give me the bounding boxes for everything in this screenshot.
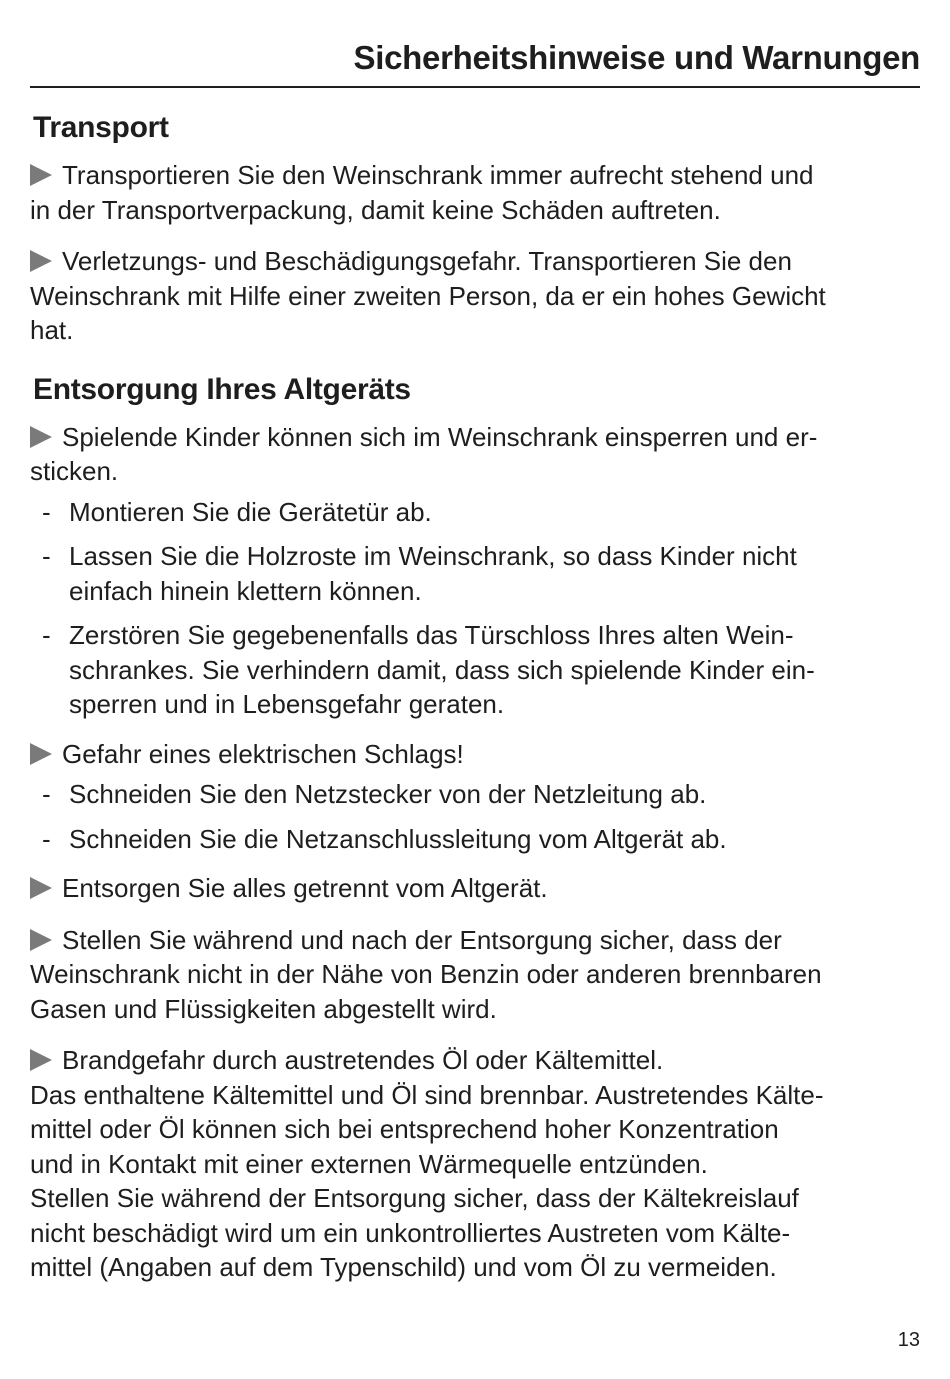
list-item: - Zerstören Sie gegebenenfalls das Türschloss Ihres alten Wein- schrankes. Sie verhindern damit, dass sich spielende Kinder ein- sperren und in Lebensgefahr geraten. (42, 620, 815, 719)
dash-bullet: - (42, 620, 51, 650)
triangle-right-icon (30, 164, 52, 186)
instruction-list (30, 495, 920, 722)
instruction-list (30, 777, 920, 856)
page-number: 13 (897, 1329, 920, 1351)
list-item: - Lassen Sie die Holzroste im Weinschrank, so dass Kinder nicht einfach hinein klettern können. (42, 541, 797, 606)
safety-note: Transportieren Sie den Weinschrank immer aufrecht stehend und in der Transportverpackung, damit keine Schäden auftreten. (30, 160, 814, 225)
triangle-right-icon (30, 1049, 52, 1071)
triangle-right-icon (30, 250, 52, 272)
triangle-right-icon (30, 877, 52, 899)
safety-note: Gefahr eines elektrischen Schlags! (30, 737, 920, 772)
list-item: - Montieren Sie die Gerätetür ab. (30, 495, 920, 530)
safety-note: Entsorgen Sie alles getrennt vom Altgerät. (30, 871, 920, 906)
page-title: Sicherheitshinweise und Warnungen (353, 39, 920, 76)
page-header (30, 36, 920, 88)
triangle-right-icon (30, 743, 52, 765)
list-item: - Schneiden Sie den Netzstecker von der Netzleitung ab. (30, 777, 920, 812)
triangle-right-icon (30, 426, 52, 448)
safety-note: Verletzungs- und Beschädigungsgefahr. Transportieren Sie den Weinschrank mit Hilfe einer zweiten Person, da er ein hohes Gewicht hat. (30, 246, 826, 345)
page-content (30, 108, 920, 1285)
safety-note: Brandgefahr durch austretendes Öl oder Kältemittel. Das enthaltene Kältemittel und Öl sind brennbar. Austretendes Kälte- mittel oder Öl können sich bei entsprechend hoher Konzentration und in Kontakt mit einer externen Wärmequelle entzünden. Stellen Sie während der Entsorgung sicher, dass der Kältekreislauf nicht beschädigt wird um ein unkontrolliertes Austreten vom Kälte- mittel (Angaben auf dem Typenschild) und vom Öl zu vermeiden. (30, 1045, 824, 1282)
dash-bullet: - (42, 496, 51, 527)
safety-note: Spielende Kinder können sich im Weinschrank einsperren und er- sticken. (30, 421, 818, 486)
safety-note: Stellen Sie während und nach der Entsorgung sicher, dass der Weinschrank nicht in der Nähe von Benzin oder anderen brennbaren Gasen und Flüssigkeiten abgestellt wird. (30, 924, 822, 1024)
list-item: - Schneiden Sie die Netzanschlussleitung vom Altgerät ab. (30, 822, 920, 857)
dash-bullet: - (42, 823, 51, 854)
section-heading-disposal: Entsorgung Ihres Altgeräts (33, 372, 411, 406)
section-heading-transport: Transport (33, 111, 169, 144)
dash-bullet: - (42, 779, 51, 809)
dash-bullet: - (42, 541, 51, 571)
triangle-right-icon (30, 929, 52, 951)
